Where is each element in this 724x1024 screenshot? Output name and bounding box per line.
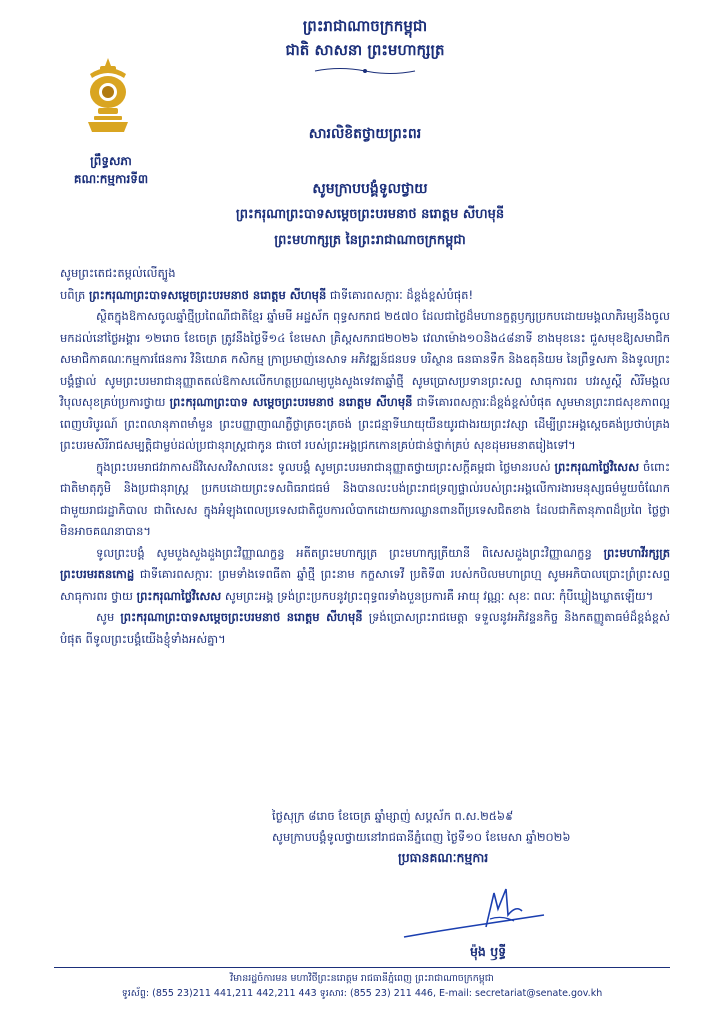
addressee-title: ព្រះមហាក្សត្រ នៃព្រះរាជាណាចក្រកម្ពុជា: [274, 233, 466, 248]
paragraph-1-name: ព្រះករុណាព្រះបាទ សម្តេចព្រះបរមនាថ នរោត្តម សីហមុនី: [169, 395, 413, 409]
paragraph-4-text-b: ទ្រង់ប្រោសព្រះរាជមេត្តា ទទួលនូវអភិវន្ទនកិច្ច និងកតញ្ញូតាធម៌ដ៏ខ្ពង់ខ្ពស់បំផុត ពីទូលព្រះបង្គំយើងខ្ញុំទាំងអស់គ្នា។: [60, 610, 670, 646]
paragraph-4: [60, 607, 670, 650]
lunar-date: ថ្ងៃសុក្រ ៨រោច ខែចេត្រ ឆ្នាំម្សាញ់ សប្តស័ក ព.ស.២៥៦៩: [272, 809, 514, 823]
ornament-divider-icon: [310, 66, 420, 76]
national-motto: ជាតិ សាសនា ព្រះមហាក្សត្រ: [285, 41, 445, 59]
salutation: [60, 285, 670, 307]
addressee-intro: សូមក្រាបបង្គំទូលថ្វាយ: [312, 181, 428, 197]
signer-name: ម៉ុង ឫទ្ធី: [470, 944, 507, 959]
paragraph-4-name: ព្រះករុណាព្រះបាទសម្តេចព្រះបរមនាថ នរោត្តម សីហមុនី: [120, 610, 363, 624]
salutation-suffix: ជាទីគោរពសក្ការៈ ដ៏ខ្ពង់ខ្ពស់បំផុត!: [326, 287, 474, 302]
paragraph-2-text: ក្នុងព្រះបរមរាជវរាកាសដ៏វិសេសវិសាលនេះ ទូលបង្គំ សូមព្រះបរមរាជានុញ្ញាតថ្វាយព្រះសក្តីគម្ពជា ថ្លៃមានរបស់: [96, 459, 555, 474]
org-senate: ព្រឹទ្ធសភា: [90, 154, 132, 168]
paragraph-2-name: ព្រះករុណាថ្លៃវិសេស: [554, 459, 640, 474]
footer-address: វិមានរដ្ឋចំការមន មហាវិថីព្រះនរោត្តម រាជធានីភ្នំពេញ ព្រះរាជាណាចក្រកម្ពុជា: [230, 973, 494, 984]
paragraph-3-text-b: ជាទីគោរពសក្ការៈ ព្រមទាំងទេពធីតា ឆ្នាំថ្មី ព្រះនាម កក្ខសាទេវី ប្រតិទី៣ របស់កបិលមហាព្រហ្ម សូមអភិបាលប្រោះព្រំព្រះសព្ទសាធុការពរ ថ្វាយ: [60, 567, 670, 603]
addressee-king: ព្រះករុណាព្រះបាទសម្តេចព្រះបរមនាថ នរោត្តម សីហមុនី: [235, 207, 505, 222]
footer: [54, 971, 670, 1001]
paragraph-3-text: ទូលព្រះបង្គំ សូមបួងសួងដួងព្រះវិញ្ញាណក្ខន្ធ អតីតព្រះមហាក្សត្រ ព្រះមហាក្សត្រីយានី ពិសេសដួងព្រះវិញ្ញាណក្ខន្ធ: [96, 545, 604, 560]
document-type: សារលិខិតថ្វាយព្រះពរ: [308, 126, 422, 142]
addressee-block: [150, 176, 590, 254]
org-commission: គណៈកម្មការទី៣: [73, 172, 149, 186]
paragraph-2-text-b: ចំពោះជាតិមាតុភូមិ និងប្រជានុរាស្ត្រ ប្រកបដោយព្រះទសពិធរាជធម៌ និងបានលះបង់ព្រះរាជទ្រព្យផ្ទាល់របស់ព្រះអង្គលើការងារមនុស្សធម៌មួយចំណែកជាមួយរាជរដ្ឋាភិបាល ជាពិសេស ក្នុងអំឡុងពេលប្រទេសជាតិជួបការលំបាកដោយការឈ្លានពានពីប្រទេសជិតខាង ដែលជាកិតានុភាពដ៏ប្រពៃ ថ្លៃថ្លាមិនអាចគណនាបាន។: [60, 459, 670, 538]
paragraph-1-text-b: ជាទីគោរពសក្ការៈដ៏ខ្ពង់ខ្ពស់បំផុត សូមមានព្រះរាជសុខភាពល្អពេញបរិបូរណ៍ ព្រះពលានុភាពមាំមួន ព្រះបញ្ញាញាណភ្លឺថ្លាត្រចះត្រចង់ ព្រះជន្មាទីឃាយុយឺនយូរជាងរយព្រះវស្សា ដើម្បីព្រះអង្គស្តេចគង់ប្រថាប់គ្រងព្រះបរមសិរីរាជសម្បត្តិជាម្លប់ដល់ប្រជានុរាស្ត្រជាកូន ជាចៅ របស់ព្រះអង្គជ្រកកោនគ្រប់ជាន់ថ្នាក់គ្រប់ សុខដុមរមនាតរៀងទៅ។: [60, 395, 671, 452]
paragraph-1-text: ស្ថិតក្នុងឱកាសចូលឆ្នាំថ្មីប្រពៃណីជាតិខ្មែរ ឆ្នាំមមី អដ្ឋស័ក ពុទ្ធសករាជ ២៥៧០ ដែលជាថ្ងៃដ៏មហានក្ខត្តឫក្សប្រកបដោយមង្គលាភិរម្យនឹងចូលមកដល់នៅថ្ងៃអង្គារ ១២រោច ខែចេត្រ ត្រូវនឹងថ្ងៃទី១៤ ខែមេសា គ្រិស្តសករាជ២០២៦ វេលាម៉ោង១០និង៤៨នាទី ខាងមុខនេះ ជួសមុខឱ្យសមាជិក សមាជិកាគណៈកម្មការផែនការ វិនិយោគ កសិកម្ម ក្រាប្រមាញ់នេសាទ អភិវឌ្ឍន៍ជនបទ បរិស្ថាន ធនធានទឹក និងឧតុនិយម នៃព្រឹទ្ធសភា និងទូលព្រះបង្គំផ្ទាល់ សូមព្រះបរមរាជានុញ្ញាតតល់ឱកាសលើកហត្ថប្រណម្យបួងសួងទេវតាឆ្នាំថ្មី សូមប្រោសប្រទានព្រះសព្ទ សាធុការពរ បវរសួស្តី សិរីមង្គល វិបុលសុខគ្រប់ប្រការថ្វាយ: [60, 309, 670, 409]
footer-contact: ទូរស័ព្ទ: (855 23)211 441,211 442,211 443 ទូរសារ: (855 23) 211 446, E-mail: secretariat@senate.gov.kh: [121, 988, 603, 999]
paragraph-3: [60, 543, 670, 608]
footer-divider: [54, 967, 670, 968]
paragraph-2: [60, 457, 670, 543]
signature-icon: [398, 875, 548, 945]
date-block: [272, 806, 672, 848]
paragraph-3-text-c: សូមព្រះអង្គ ទ្រង់ព្រះប្រកបនូវព្រះពុទ្ធពរទាំងបួនប្រការគឺ អាយុ វណ្ណៈ សុខៈ ពលៈ កុំបីឃ្លៀងឃ្លាតឡើយ។: [221, 588, 654, 603]
greeting: សូមព្រះតេជះតម្កល់លើត្បូង: [60, 266, 176, 280]
kingdom-header: [230, 14, 500, 76]
salutation-prefix: បពិត្រ: [60, 287, 89, 302]
paragraph-4-text: សូម: [96, 610, 121, 624]
solar-date: សូមក្រាបបង្គំទូលថ្វាយនៅរាជធានីភ្នំពេញ ថ្ងៃទី១០ ខែមេសា ឆ្នាំ២០២៦: [272, 830, 571, 844]
kingdom-title: ព្រះរាជាណាចក្រកម្ពុជា: [302, 17, 428, 35]
salutation-name: ព្រះករុណាព្រះបាទសម្តេចព្រះបរមនាថ នរោត្តម សីហមុនី: [88, 287, 327, 302]
signer-title: ប្រធានគណៈកម្មការ: [398, 850, 489, 865]
paragraph-1: [60, 306, 670, 457]
senate-emblem-icon: [80, 56, 136, 138]
paragraph-3-name: ព្រះមហាវីរក្សត្រ ព្រះបរមរតនកោដ្ឋ: [60, 545, 670, 581]
paragraph-3-name-2: ព្រះករុណាថ្លៃវិសេស: [136, 588, 222, 603]
letter-body: [60, 263, 670, 650]
